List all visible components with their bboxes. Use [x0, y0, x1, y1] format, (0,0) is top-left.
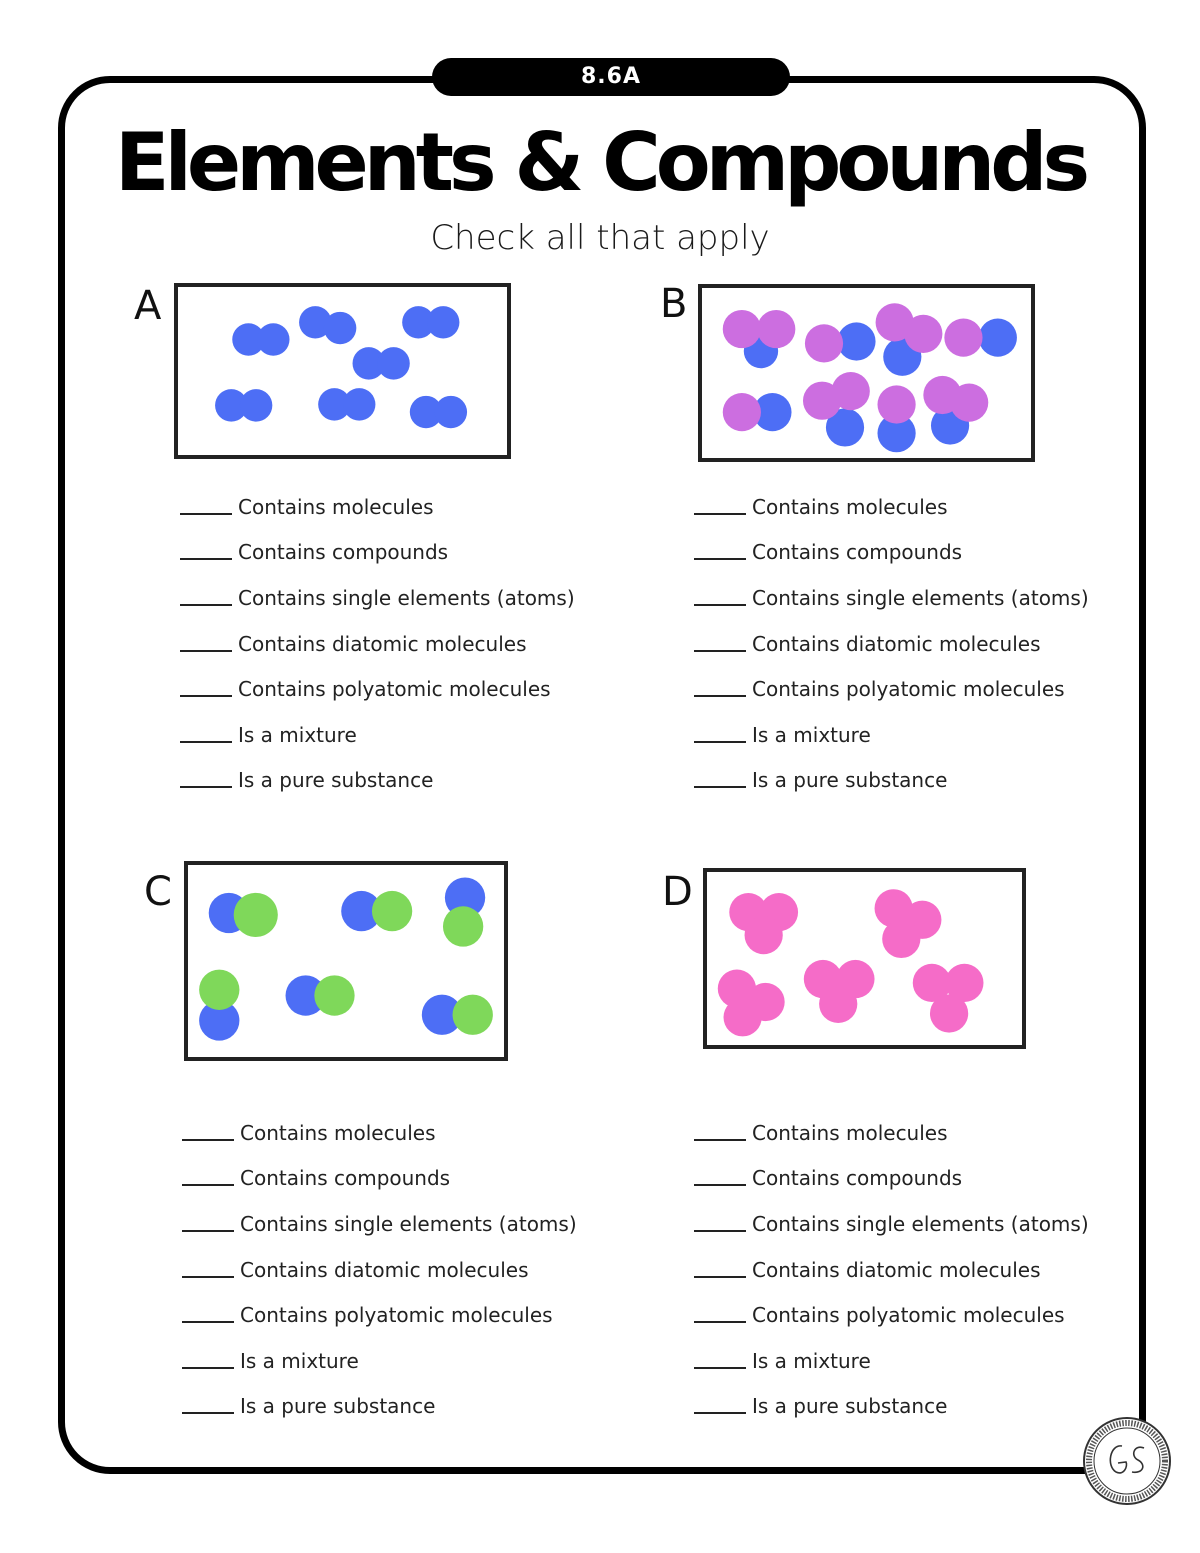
answer-blank[interactable] — [180, 636, 232, 652]
answer-blank[interactable] — [694, 1398, 746, 1414]
standard-tag: 8.6A — [432, 58, 790, 96]
checklist-item[interactable]: Contains single elements (atoms) — [694, 575, 1134, 621]
diatomic-molecule — [318, 388, 375, 420]
answer-blank[interactable] — [694, 727, 746, 743]
compound-molecule — [944, 319, 1017, 357]
checklist-item[interactable]: Is a mixture — [694, 712, 1134, 758]
diatomic-compound — [199, 970, 239, 1041]
checklist-item[interactable]: Contains molecules — [182, 1110, 622, 1156]
checklist-item[interactable]: Contains compounds — [694, 1156, 1134, 1202]
diatomic-molecule — [402, 306, 459, 338]
diatomic-molecule — [353, 347, 410, 379]
answer-blank[interactable] — [694, 1216, 746, 1232]
panel-d-checklist — [694, 1110, 1134, 1429]
checklist-item[interactable]: Is a pure substance — [694, 758, 1134, 804]
compound-molecule — [876, 303, 943, 376]
triatomic-molecule — [729, 893, 798, 954]
compound-molecule — [803, 372, 870, 446]
panel-d-label: D — [662, 869, 693, 915]
panel-b-diagram — [698, 284, 1035, 462]
compound-molecule — [923, 376, 988, 445]
panel-c-label: C — [144, 869, 172, 915]
panel-a-label: A — [134, 283, 162, 329]
checklist-item[interactable]: Is a mixture — [180, 712, 620, 758]
triatomic-molecule — [718, 969, 785, 1036]
answer-blank[interactable] — [694, 590, 746, 606]
answer-blank[interactable] — [182, 1307, 234, 1323]
checklist-item[interactable]: Contains single elements (atoms) — [694, 1201, 1134, 1247]
checklist-item[interactable]: Contains single elements (atoms) — [182, 1201, 622, 1247]
checklist-item[interactable]: Is a pure substance — [694, 1384, 1134, 1430]
page-title: Elements & Compounds — [114, 116, 1086, 209]
diatomic-compound — [209, 893, 278, 937]
answer-blank[interactable] — [180, 681, 232, 697]
triatomic-molecule — [804, 960, 875, 1023]
diatomic-compound — [443, 877, 485, 946]
answer-blank[interactable] — [182, 1170, 234, 1186]
answer-blank[interactable] — [694, 1262, 746, 1278]
answer-blank[interactable] — [694, 1170, 746, 1186]
answer-blank[interactable] — [182, 1216, 234, 1232]
checklist-item[interactable]: Contains diatomic molecules — [694, 621, 1134, 667]
answer-blank[interactable] — [694, 681, 746, 697]
diatomic-compound — [286, 975, 355, 1015]
answer-blank[interactable] — [180, 499, 232, 515]
diatomic-molecule — [232, 323, 289, 355]
answer-blank[interactable] — [694, 1125, 746, 1141]
answer-blank[interactable] — [694, 499, 746, 515]
answer-blank[interactable] — [694, 636, 746, 652]
answer-blank[interactable] — [180, 590, 232, 606]
checklist-item[interactable]: Is a pure substance — [180, 758, 620, 804]
answer-blank[interactable] — [182, 1262, 234, 1278]
panel-c-checklist — [182, 1110, 622, 1429]
panel-c-particles — [188, 865, 504, 1057]
checklist-item[interactable]: Contains compounds — [182, 1156, 622, 1202]
panel-c-diagram — [184, 861, 508, 1061]
checklist-item[interactable]: Contains diatomic molecules — [182, 1247, 622, 1293]
diatomic-molecule — [215, 389, 272, 421]
checklist-item[interactable]: Is a mixture — [694, 1338, 1134, 1384]
answer-blank[interactable] — [694, 772, 746, 788]
checklist-item[interactable]: Contains polyatomic molecules — [182, 1292, 622, 1338]
checklist-item[interactable]: Contains polyatomic molecules — [694, 666, 1134, 712]
checklist-item[interactable]: Contains molecules — [180, 484, 620, 530]
instructions: Check all that apply — [430, 218, 770, 258]
panel-a-diagram — [174, 283, 511, 459]
diatomic-compound — [341, 891, 412, 931]
answer-blank[interactable] — [182, 1125, 234, 1141]
panel-b-label: B — [660, 281, 688, 327]
answer-blank[interactable] — [180, 772, 232, 788]
triatomic-molecule — [875, 889, 942, 958]
panel-b-checklist — [694, 484, 1134, 803]
gs-seal-icon — [1082, 1416, 1172, 1506]
checklist-item[interactable]: Contains single elements (atoms) — [180, 575, 620, 621]
panel-a-particles — [178, 287, 507, 455]
checklist-item[interactable]: Contains polyatomic molecules — [180, 666, 620, 712]
diatomic-molecule — [410, 396, 467, 428]
answer-blank[interactable] — [180, 727, 232, 743]
compound-molecule — [723, 310, 796, 368]
checklist-item[interactable]: Contains diatomic molecules — [180, 621, 620, 667]
compound-molecule — [723, 393, 792, 431]
checklist-item[interactable]: Contains polyatomic molecules — [694, 1292, 1134, 1338]
compound-molecule — [877, 385, 915, 452]
answer-blank[interactable] — [694, 1353, 746, 1369]
panel-b-particles — [702, 288, 1031, 458]
answer-blank[interactable] — [694, 544, 746, 560]
diatomic-molecule — [299, 306, 356, 344]
checklist-item[interactable]: Is a mixture — [182, 1338, 622, 1384]
checklist-item[interactable]: Is a pure substance — [182, 1384, 622, 1430]
answer-blank[interactable] — [182, 1353, 234, 1369]
answer-blank[interactable] — [180, 544, 232, 560]
checklist-item[interactable]: Contains diatomic molecules — [694, 1247, 1134, 1293]
panel-d-particles — [707, 872, 1022, 1045]
checklist-item[interactable]: Contains compounds — [694, 530, 1134, 576]
diatomic-compound — [422, 995, 493, 1035]
answer-blank[interactable] — [694, 1307, 746, 1323]
checklist-item[interactable]: Contains molecules — [694, 484, 1134, 530]
answer-blank[interactable] — [182, 1398, 234, 1414]
compound-molecule — [805, 322, 876, 362]
checklist-item[interactable]: Contains compounds — [180, 530, 620, 576]
panel-a-checklist — [180, 484, 620, 803]
panel-d-diagram — [703, 868, 1026, 1049]
checklist-item[interactable]: Contains molecules — [694, 1110, 1134, 1156]
triatomic-molecule — [913, 964, 984, 1033]
